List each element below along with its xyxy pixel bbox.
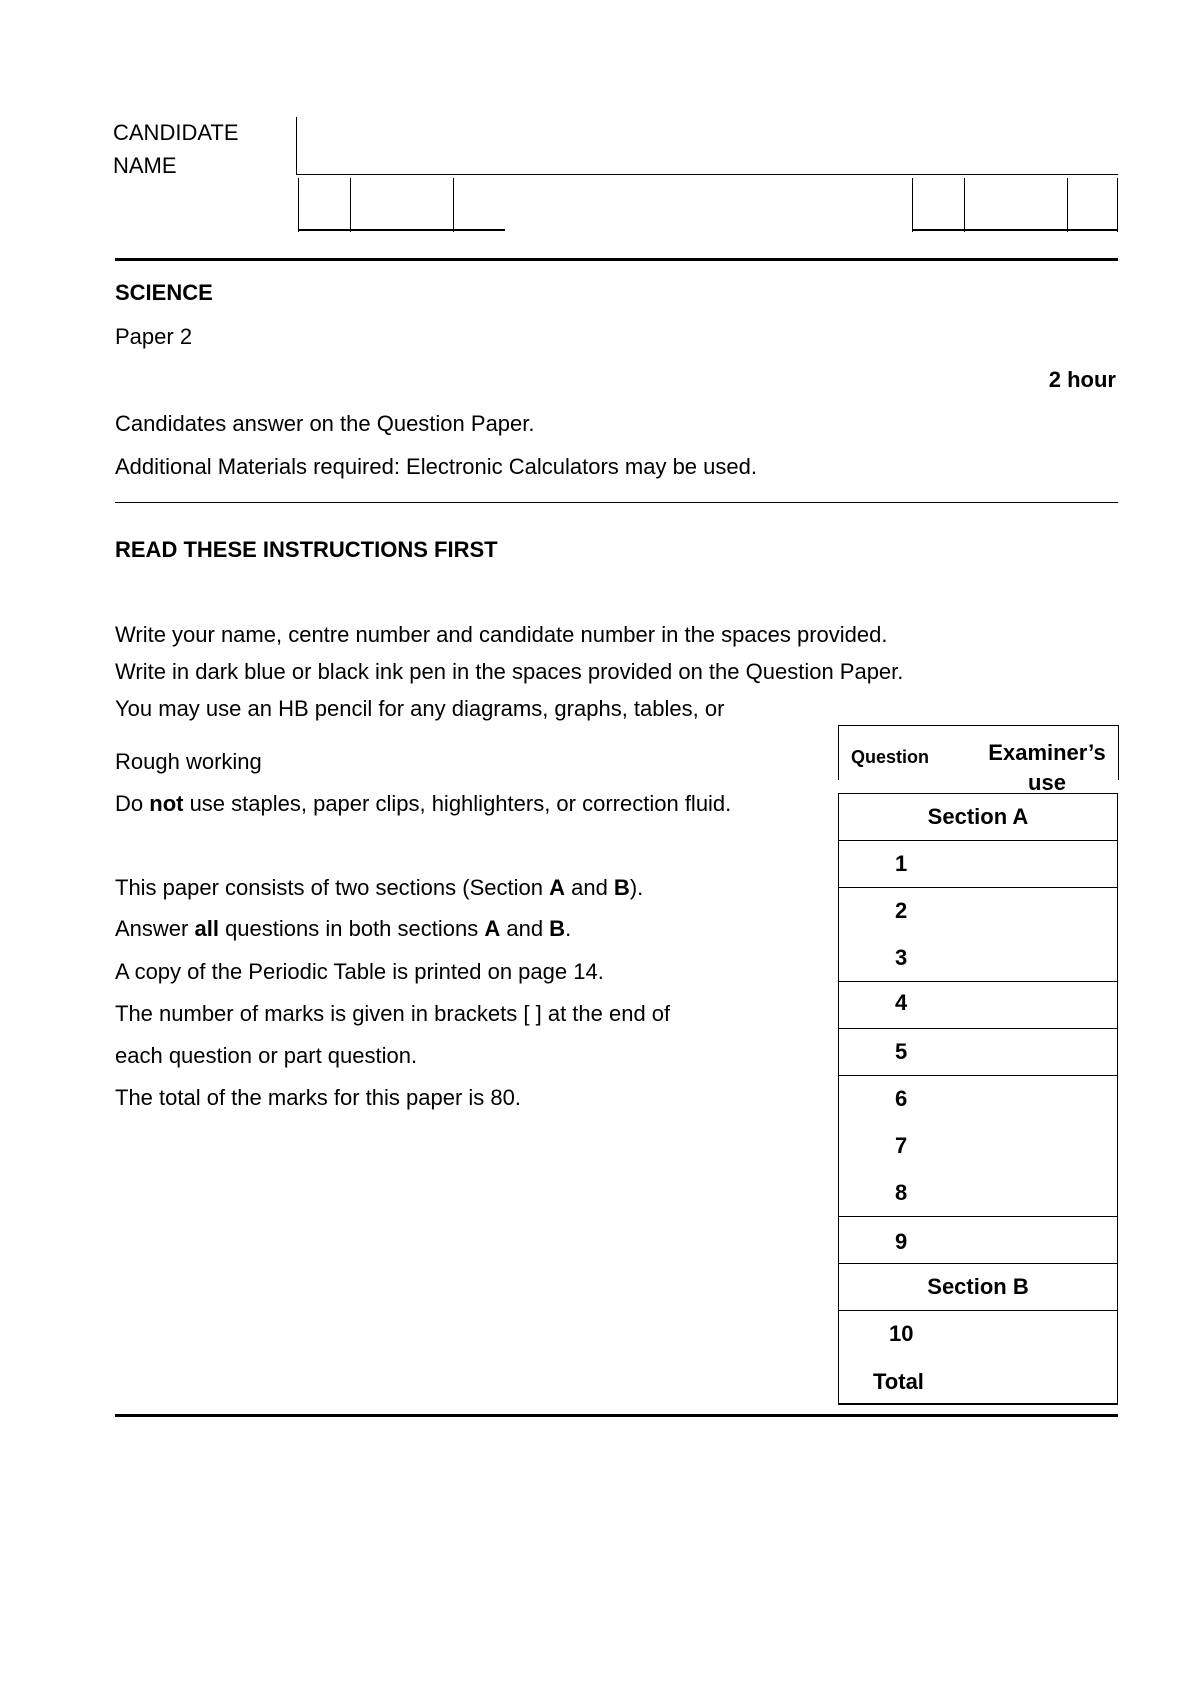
subject-title: SCIENCE bbox=[115, 280, 213, 305]
question-number: 10 bbox=[889, 1321, 914, 1346]
text-run: Do bbox=[115, 791, 150, 816]
candidate-name-label bbox=[113, 116, 239, 182]
text-run: ). bbox=[629, 875, 644, 900]
instructions-heading: READ THESE INSTRUCTIONS FIRST bbox=[115, 537, 498, 562]
question-number: 8 bbox=[895, 1180, 908, 1205]
instruction-line: Rough working bbox=[115, 749, 262, 774]
text-run: questions in both sections bbox=[218, 916, 485, 941]
text-run-bold: A bbox=[484, 916, 501, 941]
box-divider bbox=[964, 178, 965, 232]
table-row[interactable] bbox=[839, 841, 1117, 888]
question-number: 6 bbox=[895, 1086, 908, 1111]
instruction-line: The total of the marks for this paper is 80. bbox=[115, 1085, 521, 1110]
table-row[interactable] bbox=[839, 1311, 1117, 1358]
question-number: 1 bbox=[895, 851, 908, 876]
table-row[interactable] bbox=[839, 935, 1117, 982]
table-row[interactable] bbox=[839, 1170, 1117, 1217]
total-label: Total bbox=[873, 1369, 924, 1394]
instruction-line bbox=[115, 791, 731, 817]
section-a-row bbox=[839, 794, 1117, 841]
header-examiners-use: Examiner’s use bbox=[988, 740, 1106, 795]
instruction-line bbox=[115, 875, 643, 901]
text-run-bold: not bbox=[149, 791, 184, 816]
table-row[interactable] bbox=[839, 888, 1117, 935]
instruction-line: A copy of the Periodic Table is printed on page 14. bbox=[115, 959, 604, 984]
instruction-line: each question or part question. bbox=[115, 1043, 418, 1068]
header-rule bbox=[115, 258, 1118, 261]
box-divider bbox=[912, 178, 913, 232]
text-run: use staples, paper clips, highlighters, or correction fluid. bbox=[183, 791, 732, 816]
text-run-bold: all bbox=[194, 916, 219, 941]
section-a-label: Section A bbox=[927, 804, 1029, 829]
section-b-label: Section B bbox=[927, 1274, 1029, 1299]
question-number: 7 bbox=[895, 1133, 908, 1158]
name-field-left-border bbox=[296, 117, 297, 175]
paper-number: Paper 2 bbox=[115, 324, 193, 349]
instruction-line: You may use an HB pencil for any diagrams, graphs, tables, or bbox=[115, 696, 725, 721]
table-body bbox=[838, 793, 1118, 1405]
section-b-row bbox=[839, 1264, 1117, 1311]
box-baseline bbox=[912, 229, 1118, 231]
candidate-label-line1: CANDIDATE bbox=[113, 120, 239, 145]
duration: 2 hour bbox=[1048, 367, 1116, 392]
table-header bbox=[838, 725, 1119, 795]
box-baseline bbox=[298, 229, 505, 231]
question-number: 9 bbox=[895, 1229, 908, 1254]
divider-rule bbox=[115, 502, 1118, 503]
candidate-name-field[interactable] bbox=[296, 174, 1118, 175]
question-number: 4 bbox=[895, 990, 908, 1015]
materials-note: Additional Materials required: Electronic Calculators may be used. bbox=[115, 454, 757, 479]
text-run-bold: B bbox=[549, 916, 566, 941]
text-run: This paper consists of two sections (Section bbox=[115, 875, 550, 900]
text-run-bold: A bbox=[549, 875, 565, 900]
instruction-line: Write your name, centre number and candidate number in the spaces provided. bbox=[115, 622, 888, 647]
text-run: and bbox=[500, 916, 550, 941]
text-run-bold: B bbox=[613, 875, 630, 900]
question-number: 3 bbox=[895, 945, 908, 970]
table-row[interactable] bbox=[839, 1217, 1117, 1264]
box-divider bbox=[1067, 178, 1068, 232]
text-run: and bbox=[564, 875, 614, 900]
table-row[interactable] bbox=[839, 1029, 1117, 1076]
total-row[interactable] bbox=[839, 1358, 1117, 1405]
text-run: . bbox=[565, 916, 572, 941]
table-row[interactable] bbox=[839, 982, 1117, 1029]
instruction-line bbox=[115, 916, 571, 942]
question-number: 5 bbox=[895, 1039, 908, 1064]
footer-rule bbox=[115, 1414, 1118, 1417]
instruction-line: The number of marks is given in brackets [ ] at the end of bbox=[115, 1001, 671, 1026]
table-row[interactable] bbox=[839, 1076, 1117, 1123]
answer-note: Candidates answer on the Question Paper. bbox=[115, 411, 535, 436]
candidate-label-line2: NAME bbox=[113, 153, 177, 178]
box-divider bbox=[1117, 178, 1118, 232]
header-question: Question bbox=[851, 747, 930, 767]
question-number: 2 bbox=[895, 898, 908, 923]
instruction-line: Write in dark blue or black ink pen in the spaces provided on the Question Paper. bbox=[115, 659, 904, 684]
text-run: Answer bbox=[115, 916, 195, 941]
box-divider bbox=[453, 178, 454, 232]
box-divider bbox=[350, 178, 351, 232]
box-divider bbox=[298, 178, 299, 232]
table-row[interactable] bbox=[839, 1123, 1117, 1170]
